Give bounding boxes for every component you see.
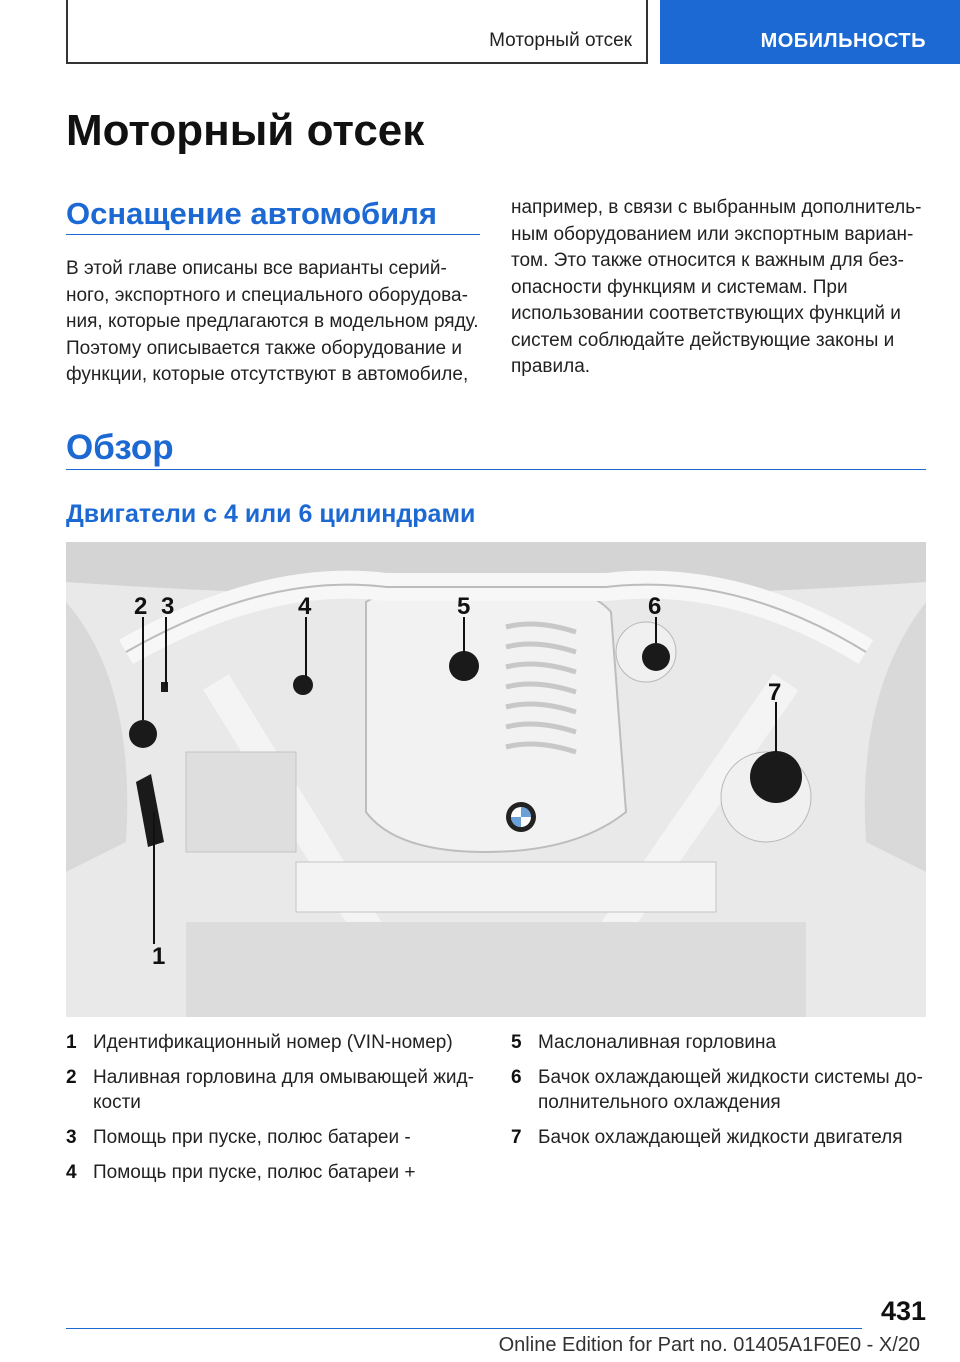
- callout-3: 3: [161, 593, 175, 620]
- footer-rule: [66, 1328, 862, 1329]
- legend-item: [511, 1030, 926, 1055]
- equipment-text-left: [66, 256, 486, 389]
- equipment-right-line: том. Это также относится к важным для без-: [511, 250, 905, 271]
- equipment-right-line: правила.: [511, 356, 591, 377]
- equipment-heading-rule: [66, 234, 480, 235]
- legend-left: [66, 1030, 476, 1195]
- legend-number: 6: [511, 1067, 522, 1088]
- page-number: 431: [880, 1296, 926, 1326]
- oil-filler-cap: [449, 651, 479, 681]
- aux-coolant-cap: [642, 643, 670, 671]
- legend-item: [66, 1125, 476, 1150]
- legend-text: Идентификационный номер (VIN-номер): [93, 1032, 453, 1053]
- equipment-right-line: опасности функциям и системам. При: [511, 276, 848, 298]
- header-section-label: МОБИЛЬНОСТЬ: [760, 30, 926, 52]
- legend-number: 5: [511, 1032, 522, 1053]
- legend-item: [66, 1160, 476, 1185]
- engine-bay-illustration: [66, 542, 926, 1017]
- callout-4: 4: [298, 593, 312, 620]
- engine-cover: [366, 582, 626, 852]
- engine-bay-photo: [66, 542, 926, 1017]
- legend-item: [511, 1065, 926, 1115]
- legend-number: 7: [511, 1127, 522, 1148]
- bmw-logo: [506, 802, 536, 832]
- page-title: Моторный отсек: [66, 106, 425, 155]
- callout-7: 7: [768, 679, 782, 706]
- footer-edition: Online Edition for Part no. 01405A1F0E0 - X/20: [498, 1334, 920, 1356]
- overview-heading: Обзор: [66, 428, 174, 467]
- header-tab: [66, 0, 648, 64]
- air-filter-box: [186, 752, 296, 852]
- equipment-left-line: В этой главе описаны все варианты серий-: [66, 258, 447, 279]
- legend-item: [511, 1125, 926, 1150]
- callout-2: 2: [134, 593, 148, 620]
- legend-item: [66, 1065, 476, 1115]
- callout-5: 5: [457, 593, 471, 620]
- legend-number: 2: [66, 1067, 77, 1088]
- legend-number: 4: [66, 1162, 77, 1183]
- legend-text: Бачок охлаждающей жидкости системы до-полнительного охлаждения: [538, 1067, 923, 1113]
- equipment-left-line: Поэтому описывается также оборудование и: [66, 337, 463, 359]
- legend-text: Наливная горловина для омывающей жид-кости: [93, 1067, 474, 1113]
- equipment-left-line: ного, экспортного и специального оборудова-: [66, 284, 468, 306]
- legend-number: 3: [66, 1127, 77, 1148]
- legend-text: Помощь при пуске, полюс батареи +: [93, 1162, 416, 1183]
- legend-text: Бачок охлаждающей жидкости двигателя: [538, 1127, 903, 1148]
- jump-start-positive: [293, 675, 313, 695]
- legend-text: Маслоналивная горловина: [538, 1032, 777, 1053]
- legend-item: [66, 1030, 476, 1055]
- engine-coolant-cap: [750, 751, 802, 803]
- equipment-left-line: ния, которые предлагаются в модельном ряду.: [66, 311, 479, 332]
- equipment-heading: Оснащение автомобиля: [66, 196, 437, 231]
- equipment-left-line: функции, которые отсутствуют в автомобиле,: [66, 364, 469, 385]
- legend-number: 1: [66, 1032, 77, 1053]
- washer-fluid-cap: [129, 720, 157, 748]
- callout-6: 6: [648, 593, 662, 620]
- header-section: [660, 0, 960, 64]
- front-panel: [186, 922, 806, 1017]
- equipment-right-line: ным оборудованием или экспортным вариан-: [511, 223, 914, 245]
- header-tab-label: Моторный отсек: [489, 30, 632, 51]
- equipment-right-line: использовании соответствующих функций и: [511, 303, 901, 324]
- front-crossmember: [296, 862, 716, 912]
- engine-subheading: Двигатели с 4 или 6 цилиндрами: [66, 500, 476, 528]
- equipment-right-line: например, в связи с выбранным дополнитель-: [511, 197, 922, 218]
- equipment-text-right: [511, 195, 941, 381]
- legend-text: Помощь при пуске, полюс батареи -: [93, 1127, 411, 1148]
- callout-1: 1: [152, 943, 166, 970]
- equipment-right-line: систем соблюдайте действующие законы и: [511, 329, 895, 351]
- overview-heading-rule: [66, 469, 926, 470]
- legend-right: [511, 1030, 926, 1160]
